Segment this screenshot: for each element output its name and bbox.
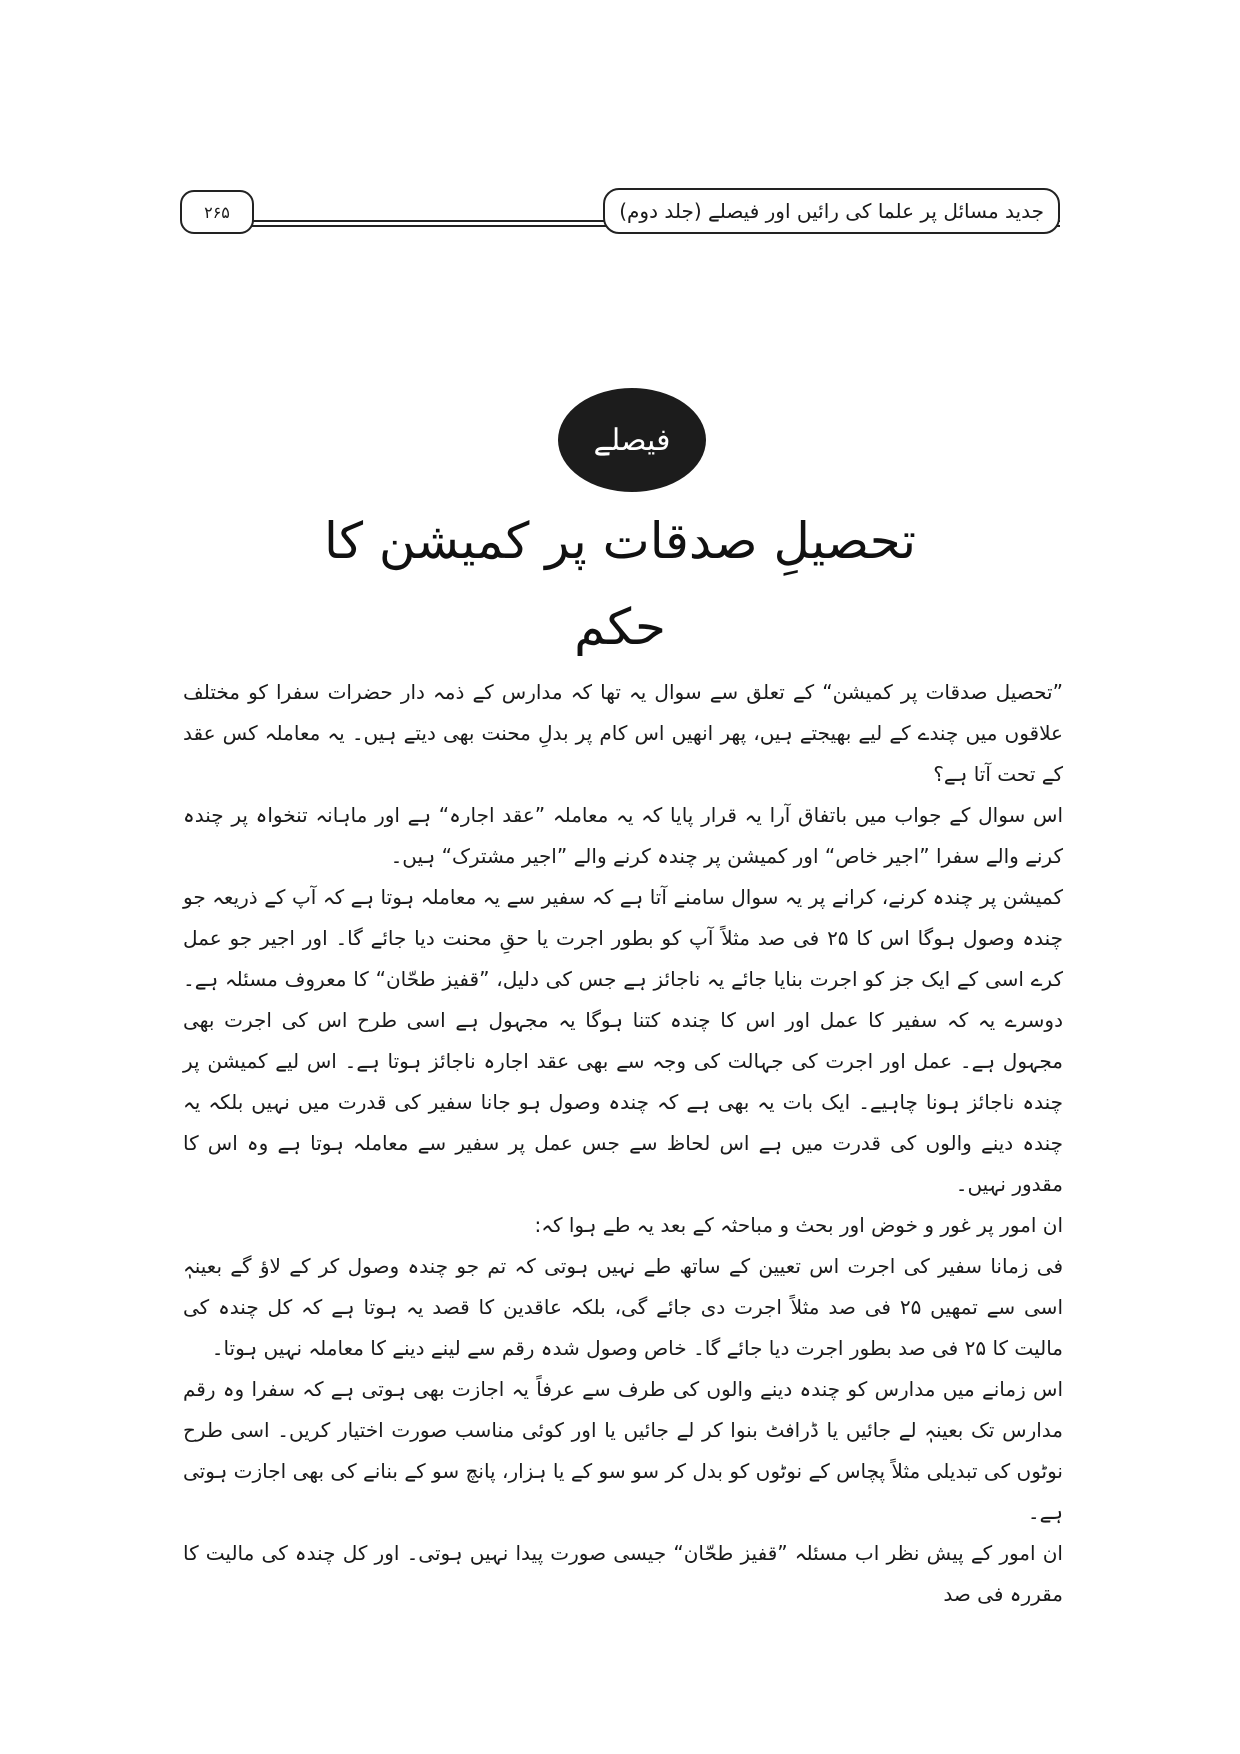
body-text [183,672,1063,1615]
page-number: ۲۶۵ [204,202,230,222]
paragraph: فی زمانا سفیر کی اجرت اس تعیین کے ساتھ طے نہیں ہوتی کہ تم جو چندہ وصول کر کے لاؤ گے بعینہٖ اسی سے تمھیں ۲۵ فی صد مثلاً اجرت دی جائے گی، بلکہ عاقدین کا قصد یہ ہوتا ہے کہ کل چندہ کی مالیت کا ۲۵ فی صد بطور اجرت دیا جائے گا۔ خاص وصول شدہ رقم سے لینے دینے کا معاملہ نہیں ہوتا۔ [183,1254,1063,1360]
paragraph: ان امور کے پیش نظر اب مسئلہ ”قفیز طحّان“ جیسی صورت پیدا نہیں ہوتی۔ اور کل چندہ کی مالیت کا مقررہ فی صد [183,1541,1063,1606]
running-header [180,188,1060,238]
paragraph: ”تحصیل صدقات پر کمیشن“ کے تعلق سے سوال یہ تھا کہ مدارس کے ذمہ دار حضرات سفرا کو مختلف علاقوں میں چندے کے لیے بھیجتے ہیں، پھر انھیں اس کام پر بدلِ محنت بھی دیتے ہیں۔ یہ معاملہ کس عقد کے تحت آتا ہے؟ [183,680,1063,786]
paragraph: اس سوال کے جواب میں باتفاق آرا یہ قرار پایا کہ یہ معاملہ ”عقد اجارہ“ ہے اور ماہانہ تنخواہ پر چندہ کرنے والے سفرا ”اجیر خاص“ اور کمیشن پر چندہ کرنے والے ”اجیر مشترک“ ہیں۔ [183,803,1063,868]
paragraph: ان امور پر غور و خوض اور بحث و مباحثہ کے بعد یہ طے ہوا کہ: [534,1213,1063,1237]
paragraph: اس زمانے میں مدارس کو چندہ دینے والوں کی طرف سے عرفاً یہ اجازت بھی ہوتی ہے کہ سفرا وہ رقم مدارس تک بعینہٖ لے جائیں یا ڈرافٹ بنوا کر لے جائیں یا اور کوئی مناسب صورت اختیار کریں۔ اسی طرح نوٹوں کی تبدیلی مثلاً پچاس کے نوٹوں کو بدل کر سو سو کے یا ہزار، پانچ سو کے بنانے کی بھی اجازت ہوتی ہے۔ [183,1377,1063,1524]
book-title: جدید مسائل پر علما کی رائیں اور فیصلے (جلد دوم) [619,199,1044,223]
faislay-emblem [558,388,706,492]
chapter-title: تحصیلِ صدقات پر کمیشن کا حکم [324,512,916,656]
paragraph: کمیشن پر چندہ کرنے، کرانے پر یہ سوال سامنے آتا ہے کہ سفیر سے یہ معاملہ ہوتا ہے کہ آپ کے ذریعہ جو چندہ وصول ہوگا اس کا ۲۵ فی صد مثلاً آپ کو بطور اجرت یا حقِ محنت دیا جائے گا۔ اور اجیر جو عمل کرے اسی کے ایک جز کو اجرت بنایا جائے یہ ناجائز ہے جس کی دلیل، ”قفیز طحّان“ کا معروف مسئلہ ہے۔ دوسرے یہ کہ سفیر کا عمل اور اس کا چندہ کتنا ہوگا یہ مجہول ہے اسی طرح اس کی اجرت بھی مجہول ہے۔ عمل اور اجرت کی جہالت کی وجہ سے بھی عقد اجارہ ناجائز ہوتا ہے۔ اس لیے کمیشن پر چندہ ناجائز ہونا چاہیے۔ ایک بات یہ بھی ہے کہ چندہ وصول ہو جانا سفیر کی قدرت میں نہیں بلکہ یہ چندہ دینے والوں کی قدرت میں ہے اس لحاظ سے جس عمل پر سفیر سے معاملہ ہوتا ہے وہ اس کا مقدور نہیں۔ [183,885,1063,1196]
emblem-label: فیصلے [593,422,671,458]
page-number-box [180,190,254,234]
book-title-box [603,188,1060,234]
